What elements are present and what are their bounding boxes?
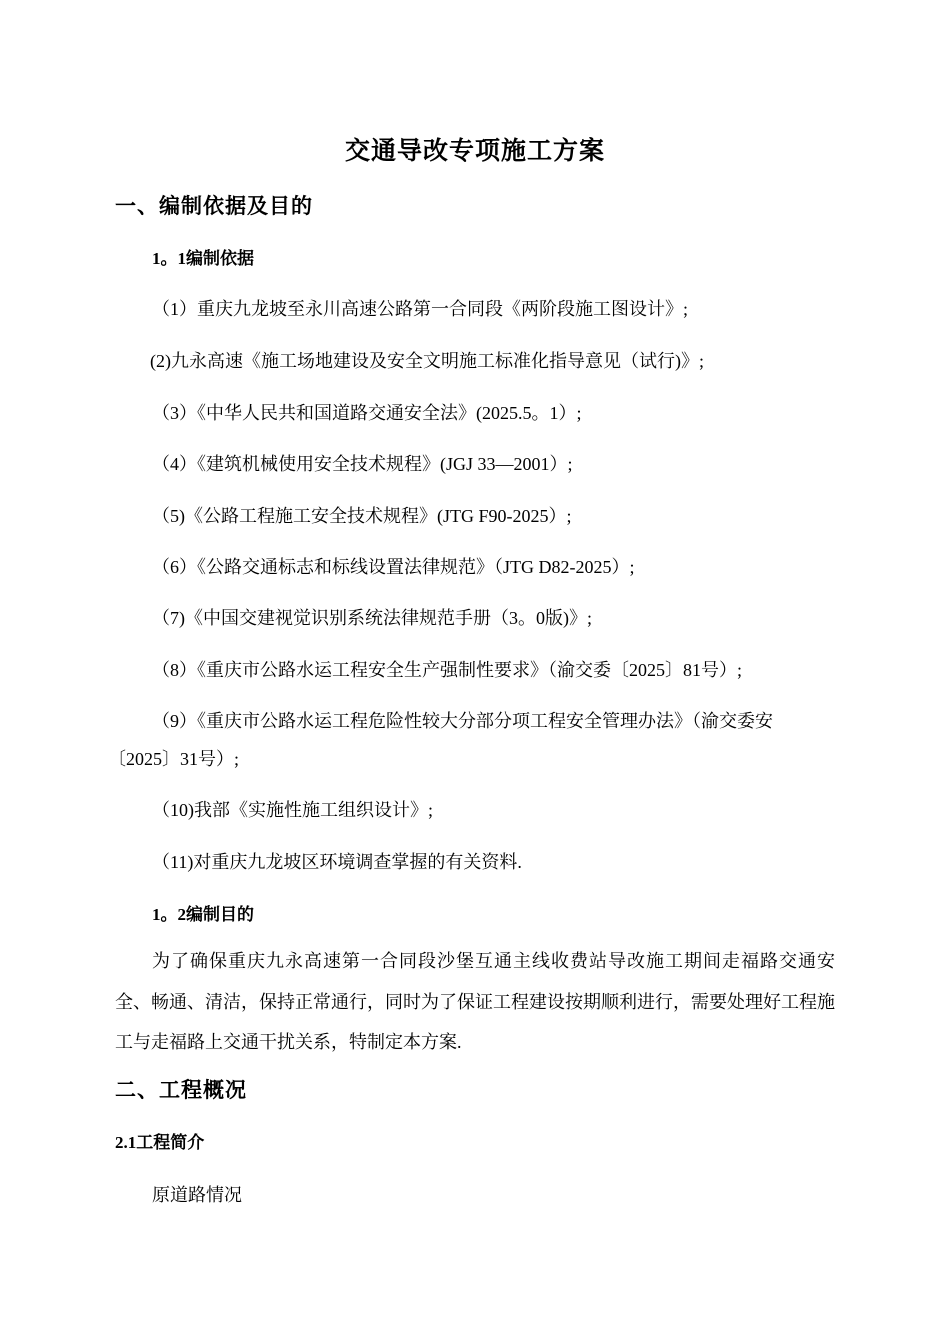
- subsection-1-2-heading: 1。2编制目的: [152, 905, 254, 924]
- basis-item-7: （7)《中国交建视觉识别系统法律规范手册（3。0版)》;: [152, 608, 592, 628]
- subsection-2-1-heading: 2.1工程简介: [115, 1133, 205, 1152]
- basis-item-1: （1）重庆九龙坡至永川高速公路第一合同段《两阶段施工图设计》;: [152, 299, 688, 319]
- basis-item-3: （3）《中华人民共和国道路交通安全法》(2025.5。1）;: [152, 403, 582, 423]
- basis-item-4: （4）《建筑机械使用安全技术规程》(JGJ 33—2001）;: [152, 454, 573, 474]
- basis-item-10: （10)我部《实施性施工组织设计》;: [152, 800, 433, 820]
- purpose-paragraph: 为了确保重庆九永高速第一合同段沙堡互通主线收费站导改施工期间走福路交通安全、畅通、清洁，保持正常通行，同时为了保证工程建设按期顺利进行，需要处理好工程施工与走福路上交通干扰关系，特制定本方案.: [115, 951, 835, 1052]
- section-1-heading: 一、编制依据及目的: [115, 194, 313, 218]
- basis-item-5: （5)《公路工程施工安全技术规程》(JTG F90-2025）;: [152, 506, 572, 526]
- basis-item-2: (2)九永高速《施工场地建设及安全文明施工标准化指导意见（试行)》;: [150, 351, 704, 371]
- basis-item-6: （6）《公路交通标志和标线设置法律规范》（JTG D82-2025）;: [152, 557, 635, 577]
- section-2-heading: 二、工程概况: [115, 1078, 247, 1102]
- basis-item-9: （9）《重庆市公路水运工程危险性较大分部分项工程安全管理办法》（渝交委安: [152, 711, 773, 731]
- basis-item-8: （8）《重庆市公路水运工程安全生产强制性要求》（渝交委〔2025〕81号）;: [152, 660, 742, 680]
- basis-item-9-cont: 〔2025〕31号）;: [108, 749, 240, 769]
- original-road-paragraph: 原道路情况: [152, 1185, 242, 1205]
- basis-item-11: （11)对重庆九龙坡区环境调查掌握的有关资料.: [152, 852, 522, 872]
- page-title: 交通导改专项施工方案: [344, 138, 605, 165]
- subsection-1-1-heading: 1。1编制依据: [152, 249, 254, 268]
